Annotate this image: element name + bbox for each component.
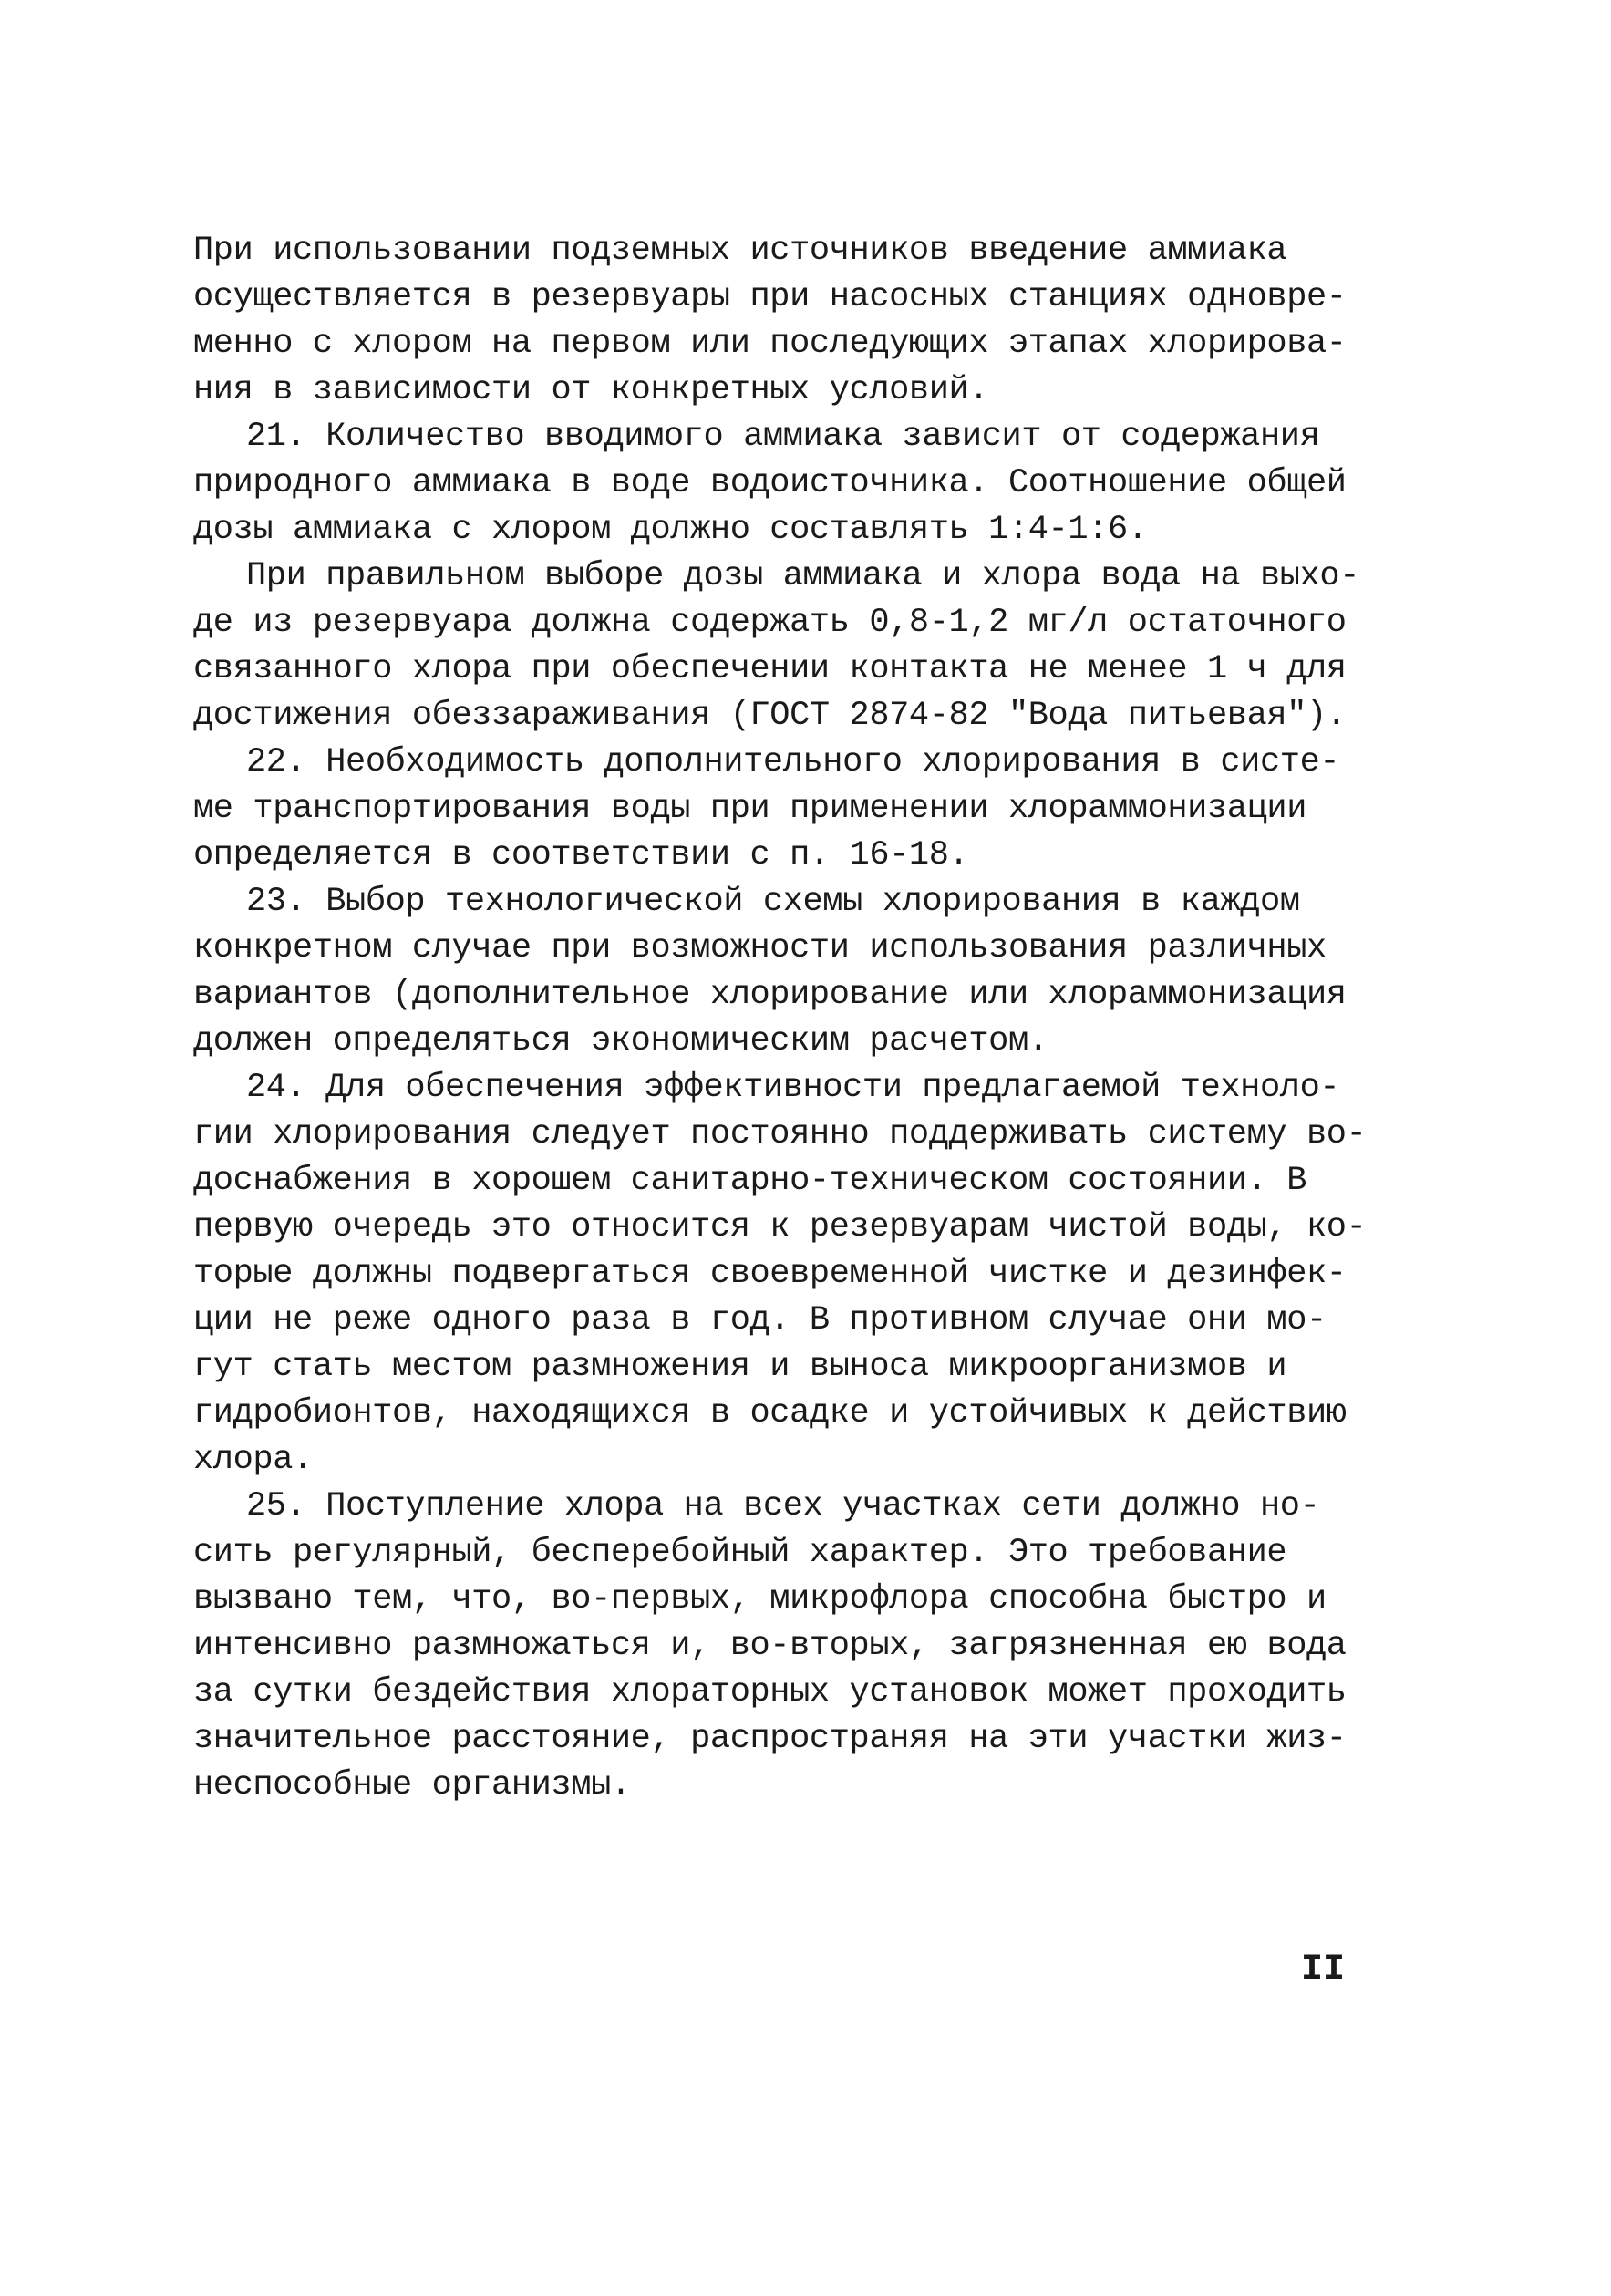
- text-line: значительное расстояние, распространяя на эти участки жиз-: [193, 1720, 1347, 1758]
- text-line: При правильном выборе дозы аммиака и хлора вода на выхо-: [246, 557, 1360, 595]
- body-text: [193, 228, 1367, 1809]
- text-line: ме транспортирования воды при применении хлораммонизации: [193, 790, 1307, 828]
- text-line: за сутки бездействия хлораторных установок может проходить: [193, 1673, 1347, 1712]
- text-line: дозы аммиака с хлором должно составлять 1:4-1:6.: [193, 511, 1148, 549]
- text-line: неспособные организмы.: [193, 1766, 631, 1805]
- text-line: 23. Выбор технологической схемы хлорирования в каждом: [246, 883, 1300, 921]
- text-line: 21. Количество вводимого аммиака зависит от содержания: [246, 418, 1320, 456]
- text-line: сить регулярный, бесперебойный характер. Это требование: [193, 1534, 1287, 1572]
- text-line: должен определяться экономическим расчетом.: [193, 1022, 1048, 1060]
- text-line: торые должны подвергаться своевременной чистке и дезинфек-: [193, 1255, 1347, 1293]
- text-line: связанного хлора при обеспечении контакта не менее 1 ч для: [193, 650, 1347, 688]
- text-line: гидробионтов, находящихся в осадке и устойчивых к действию: [193, 1394, 1347, 1432]
- text-line: 25. Поступление хлора на всех участках сети должно но-: [246, 1487, 1320, 1525]
- text-line: 24. Для обеспечения эффективности предлагаемой техноло-: [246, 1069, 1340, 1107]
- text-line: вызвано тем, что, во-первых, микрофлора способна быстро и: [193, 1580, 1327, 1619]
- text-line: вариантов (дополнительное хлорирование или хлораммонизация: [193, 976, 1347, 1014]
- text-line: гут стать местом размножения и выноса микроорганизмов и: [193, 1348, 1287, 1386]
- text-line: конкретном случае при возможности использования различных: [193, 929, 1327, 967]
- text-line: де из резервуара должна содержать 0,8-1,2 мг/л остаточного: [193, 604, 1347, 642]
- text-line: гии хлорирования следует постоянно поддерживать систему во-: [193, 1115, 1367, 1153]
- text-line: природного аммиака в воде водоисточника. Соотношение общей: [193, 464, 1347, 502]
- text-line: доснабжения в хорошем санитарно-техническом состоянии. В: [193, 1162, 1307, 1200]
- text-line: 22. Необходимость дополнительного хлорирования в систе-: [246, 743, 1340, 781]
- text-line: определяется в соответствии с п. 16-18.: [193, 836, 969, 874]
- text-line: При использовании подземных источников введение аммиака: [193, 232, 1287, 270]
- text-line: ции не реже одного раза в год. В противном случае они мо-: [193, 1301, 1327, 1339]
- text-line: ния в зависимости от конкретных условий.: [193, 371, 989, 409]
- text-line: хлора.: [193, 1441, 313, 1479]
- text-line: достижения обеззараживания (ГОСТ 2874-82 "Вода питьевая").: [193, 697, 1347, 735]
- text-line: первую очередь это относится к резервуарам чистой воды, ко-: [193, 1208, 1367, 1246]
- page-number: II: [1301, 1950, 1346, 1991]
- text-line: менно с хлором на первом или последующих этапах хлорирова-: [193, 325, 1347, 363]
- text-line: осуществляется в резервуары при насосных станциях одновре-: [193, 278, 1347, 316]
- text-line: интенсивно размножаться и, во-вторых, загрязненная ею вода: [193, 1627, 1347, 1665]
